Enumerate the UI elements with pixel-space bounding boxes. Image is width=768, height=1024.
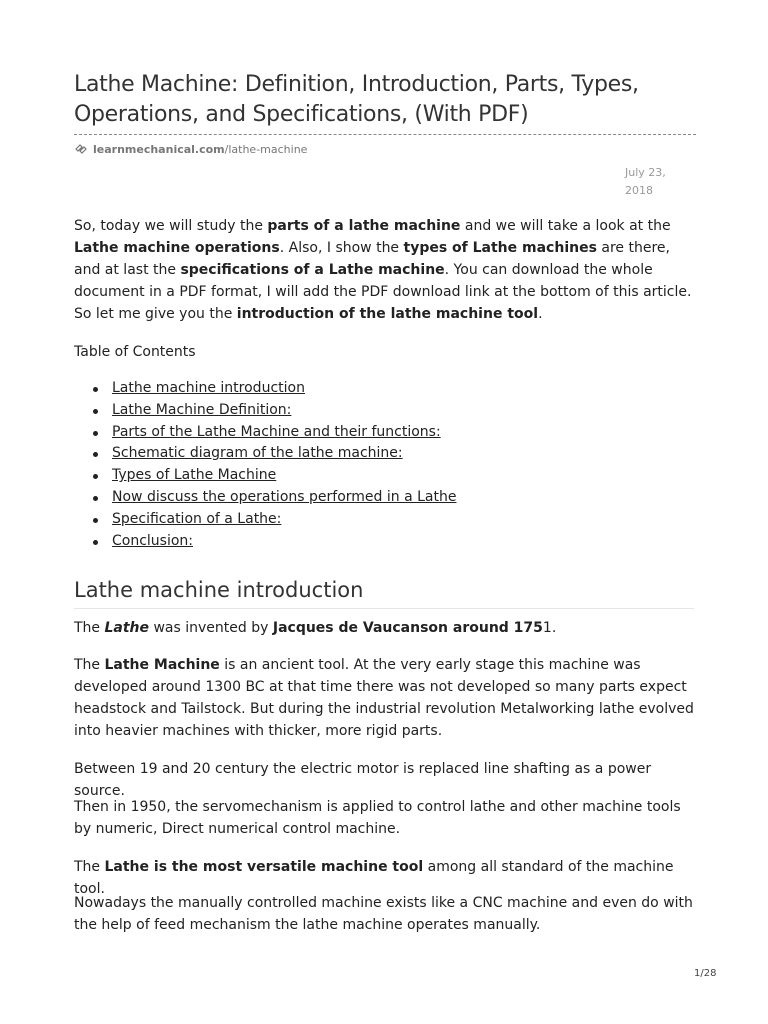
document-page xyxy=(74,0,694,933)
source-link[interactable] xyxy=(74,141,694,157)
toc-title: Table of Contents xyxy=(74,344,196,360)
intro-bold-2: Lathe machine operations xyxy=(74,240,280,256)
p2-text-2: is an ancient tool. At the very early stage this machine was developed around 1300 BC at that time there was not developed so many parts expect headstock and Tailstock. But during the industrial revolution Metalworking lathe evolved into heavier machines with thicker, more rigid parts. xyxy=(74,657,694,739)
publish-date-line2: 2018 xyxy=(625,184,653,197)
p1-text-3: 1. xyxy=(542,620,557,636)
toc-link-operations[interactable]: Now discuss the operations performed in a Lathe xyxy=(112,488,457,505)
p1-bold: Jacques de Vaucanson around 175 xyxy=(272,620,543,636)
p5-text-1: The xyxy=(74,859,105,875)
p5-bold: Lathe is the most versatile machine tool xyxy=(104,859,424,875)
intro-bold-4: specifications of a Lathe machine xyxy=(180,262,445,278)
toc-item[interactable] xyxy=(112,422,456,444)
intro-text-6: . xyxy=(538,306,543,322)
p2-text-1: The xyxy=(74,657,105,673)
title-divider xyxy=(74,134,696,135)
toc-item[interactable] xyxy=(112,531,456,553)
toc-link-schematic[interactable]: Schematic diagram of the lathe machine: xyxy=(112,445,403,462)
intro-text-5: . You can download the whole document in a PDF format, I will add the PDF download link at the bottom of this article. So let me give you the xyxy=(74,262,692,322)
section-paragraph-4: Then in 1950, the servomechanism is applied to control lathe and other machine tools by numeric, Direct numerical control machine. xyxy=(74,799,681,837)
source-path: /lathe-machine xyxy=(224,142,308,156)
intro-text-3: . Also, I show the xyxy=(279,240,404,256)
toc-item[interactable] xyxy=(112,400,456,422)
toc-link-types[interactable]: Types of Lathe Machine xyxy=(112,467,277,484)
publish-date xyxy=(625,164,685,200)
p5-text-2: among all standard of the machine tool. xyxy=(74,859,674,897)
intro-text-2: and we will take a look at the xyxy=(460,218,671,234)
section-paragraph-1 xyxy=(74,617,694,639)
toc-link-conclusion[interactable]: Conclusion: xyxy=(112,532,194,549)
toc-item[interactable] xyxy=(112,509,456,531)
section-paragraph-6: Nowadays the manually controlled machine exists like a CNC machine and even do with the help of feed mechanism the lathe machine operates manually. xyxy=(74,895,693,933)
toc-link-definition[interactable]: Lathe Machine Definition: xyxy=(112,401,292,418)
section-paragraph-3: Between 19 and 20 century the electric motor is replaced line shafting as a power source. xyxy=(74,761,652,799)
toc-link-parts[interactable]: Parts of the Lathe Machine and their functions: xyxy=(112,423,441,440)
toc-item[interactable] xyxy=(112,378,456,400)
intro-bold-3: types of Lathe machines xyxy=(403,240,597,256)
intro-bold-1: parts of a lathe machine xyxy=(267,218,461,234)
p1-text-2: was invented by xyxy=(149,620,273,636)
toc-link-introduction[interactable]: Lathe machine introduction xyxy=(112,380,305,396)
p1-text-1: The xyxy=(74,620,105,636)
intro-paragraph xyxy=(74,215,694,325)
intro-text-4: are there, and at last the xyxy=(74,240,670,278)
section-heading: Lathe machine introduction xyxy=(74,578,364,602)
article-title: Lathe Machine: Definition, Introduction, Parts, Types, Operations, and Specifications, (With PDF) xyxy=(74,72,639,127)
intro-text-1: So, today we will study the xyxy=(74,218,268,234)
toc-link-specification[interactable]: Specification of a Lathe: xyxy=(112,510,282,527)
source-domain: learnmechanical.com xyxy=(93,142,225,156)
p1-bold-italic: Lathe xyxy=(104,620,150,636)
toc-item[interactable] xyxy=(112,443,456,465)
p2-bold: Lathe Machine xyxy=(104,657,220,673)
link-icon xyxy=(74,143,88,155)
toc-item[interactable] xyxy=(112,487,456,509)
toc-item[interactable] xyxy=(112,465,456,487)
publish-date-line1: July 23, xyxy=(625,166,666,179)
page-indicator: 1/28 xyxy=(694,968,717,979)
section-paragraph-2 xyxy=(74,654,694,742)
intro-bold-5: introduction of the lathe machine tool xyxy=(236,306,539,322)
section-divider xyxy=(74,608,694,609)
table-of-contents xyxy=(74,378,456,552)
